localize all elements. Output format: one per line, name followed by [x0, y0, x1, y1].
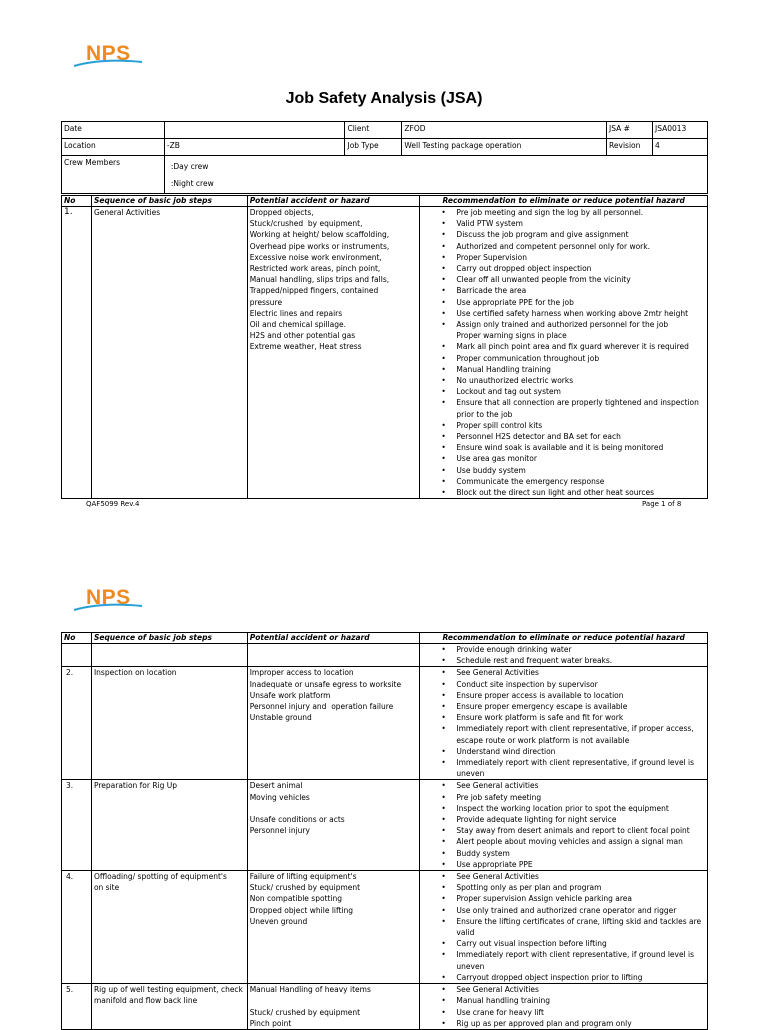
row-number: 5.	[62, 984, 92, 1030]
revision-value: 4	[653, 139, 708, 156]
recommendation-item: • Inspect the working location prior to spot the equipment	[456, 803, 705, 814]
recommendation-list	[420, 667, 708, 780]
row-number: 1.	[62, 207, 92, 499]
hazard-item: Unstable ground	[249, 713, 312, 723]
recommendation-item: • Barricade the area	[456, 285, 705, 296]
hazard-item: Manual handling, slips trips and falls,	[249, 275, 390, 285]
recommendation-item: • Valid PTW system	[456, 218, 705, 229]
hazard-item: Improper access to location	[249, 668, 354, 678]
recommendation-item: • No unauthorized electric works	[456, 375, 705, 386]
recommendation-item: • Alert people about moving vehicles and assign a signal man	[456, 836, 705, 847]
logo-swoosh-icon	[72, 602, 144, 612]
client-label: Client	[345, 122, 402, 139]
jsa-table-page1	[61, 195, 708, 499]
col-header-hazard: Potential accident or hazard	[247, 196, 420, 207]
recommendation-item: • See General Activities	[456, 984, 705, 995]
recommendation-item: • Use appropriate PPE for the job	[456, 297, 705, 308]
hazard-item: Pinch point	[249, 1018, 292, 1028]
recommendation-item: • Ensure work platform is safe and fit for work	[456, 712, 705, 723]
jsa-table-page2	[61, 632, 708, 1030]
jsa-value: JSA0013	[653, 122, 708, 139]
col-header-no: No	[62, 196, 92, 207]
hazard-item: Excessive noise work environment,	[249, 252, 382, 262]
table-row	[62, 780, 708, 871]
table-row	[62, 984, 708, 1030]
date-label: Date	[62, 122, 165, 139]
hazard-item: Unsafe work platform	[249, 690, 331, 700]
recommendation-item: • Rig up as per approved plan and program only	[456, 1018, 705, 1029]
recommendation-item: • Use appropriate PPE	[456, 859, 705, 870]
recommendation-item: • Ensure the lifting certificates of crane, lifting skid and tackles are valid	[456, 916, 705, 938]
table-row	[62, 207, 708, 499]
recommendation-item: • Clear off all unwanted people from the vicinity	[456, 274, 705, 285]
hazard-item: Trapped/nipped fingers, contained	[249, 286, 379, 296]
recommendation-item: • Provide adequate lighting for night service	[456, 814, 705, 825]
row-number	[62, 644, 92, 667]
recommendation-item: • Ensure proper access is available to location	[456, 690, 705, 701]
table-row	[62, 871, 708, 984]
jobtype-label: Job Type	[345, 139, 402, 156]
recommendation-item: • Use certified safety harness when working above 2mtr height	[456, 308, 705, 319]
recommendation-list	[420, 871, 708, 984]
hazard-item: Inadequate or unsafe egress to worksite	[249, 679, 402, 689]
hazard-item: Dropped object while lifting	[249, 905, 354, 915]
recommendation-item: • Personnel H2S detector and BA set for each	[456, 431, 705, 442]
recommendation-item: • Conduct site inspection by supervisor	[456, 679, 705, 690]
client-value: ZFOD	[402, 122, 607, 139]
hazard-item	[250, 803, 418, 814]
recommendation-item: • Carry out visual inspection before lifting	[456, 938, 705, 949]
table-row	[62, 667, 708, 780]
crew-night: :Night crew	[170, 179, 214, 188]
recommendation-item: • Provide enough drinking water	[456, 644, 705, 655]
date-value	[164, 122, 345, 139]
hazard-item	[250, 995, 418, 1006]
recommendation-item: • Use area gas monitor	[456, 453, 705, 464]
recommendation-item: • See General Activities	[456, 871, 705, 882]
job-info-table	[61, 121, 708, 194]
recommendation-item: • Immediately report with client representative, if ground level is uneven	[456, 757, 705, 779]
crew-value	[164, 156, 707, 194]
hazard-item: Extreme weather, Heat stress	[249, 342, 362, 352]
recommendation-item: • Pre job meeting and sign the log by all personnel.	[456, 207, 705, 218]
footer-form-code: QAF5099 Rev.4	[86, 500, 140, 508]
recommendation-item: • Schedule rest and frequent water breaks.	[456, 655, 705, 666]
recommendation-item: • Proper spill control kits	[456, 420, 705, 431]
recommendation-item: • Immediately report with client representative, if proper access, escape route or work platform is not available	[456, 723, 705, 745]
job-step	[91, 644, 247, 667]
recommendation-item: • Lockout and tag out system	[456, 386, 705, 397]
recommendation-item: • Use crane for heavy lift	[456, 1007, 705, 1018]
crew-label: Crew Members	[62, 156, 165, 194]
hazard-item: Personnel injury and operation failure	[249, 702, 394, 712]
hazard-item: Stuck/ crushed by equipment	[249, 1007, 361, 1017]
job-step: Inspection on location	[91, 667, 247, 780]
recommendation-item: • See General activities	[456, 780, 705, 791]
crew-day: :Day crew	[170, 162, 209, 171]
hazard-item: Unsafe conditions or acts	[249, 815, 345, 825]
col-header-hazard: Potential accident or hazard	[247, 633, 420, 644]
hazard-list	[247, 780, 420, 871]
hazard-item: Non compatible spotting	[249, 894, 343, 904]
recommendation-item: • Use only trained and authorized crane operator and rigger	[456, 905, 705, 916]
recommendation-item: • Immediately report with client representative, if ground level is uneven	[456, 949, 705, 971]
hazard-item: Personnel injury	[249, 826, 310, 836]
location-label: Location	[62, 139, 165, 156]
location-value: -ZB	[164, 139, 345, 156]
recommendation-item: • Manual Handling training	[456, 364, 705, 375]
job-step: Preparation for Rig Up	[91, 780, 247, 871]
row-number: 3.	[62, 780, 92, 871]
recommendation-list	[420, 984, 708, 1030]
recommendation-item: • Understand wind direction	[456, 746, 705, 757]
logo-text: NPS	[86, 586, 131, 609]
recommendation-item: • Proper Supervision	[456, 252, 705, 263]
hazard-item: Manual Handling of heavy items	[249, 985, 371, 995]
hazard-item: Dropped objects,	[249, 208, 314, 217]
logo-text: NPS	[86, 42, 131, 65]
hazard-list	[247, 871, 420, 984]
hazard-item: Electric lines and repairs	[249, 308, 343, 318]
recommendation-item: • Proper supervision Assign vehicle parking area	[456, 893, 705, 904]
hazard-item: Overhead pipe works or instruments,	[249, 241, 390, 251]
hazard-item: Desert animal	[249, 781, 303, 791]
company-logo	[72, 42, 144, 72]
company-logo	[72, 586, 144, 616]
recommendation-item: • See General Activities	[456, 667, 705, 678]
revision-label: Revision	[607, 139, 653, 156]
recommendation-item: • Authorized and competent personnel only for work.	[456, 241, 705, 252]
col-header-no: No	[62, 633, 92, 644]
hazard-item: Moving vehicles	[249, 792, 310, 802]
recommendation-item: • Pre job safety meeting	[456, 792, 705, 803]
recommendation-item: • Carryout dropped object inspection prior to lifting	[456, 972, 705, 983]
col-header-recommend: Recommendation to eliminate or reduce potential hazard	[420, 196, 708, 207]
row-number: 4.	[62, 871, 92, 984]
recommendation-item: • Manual handling training	[456, 995, 705, 1006]
recommendation-item: • Use buddy system	[456, 465, 705, 476]
jsa-label: JSA #	[607, 122, 653, 139]
recommendation-item: • Block out the direct sun light and other heat sources	[456, 487, 705, 498]
hazard-item: Working at height/ below scaffolding,	[249, 230, 390, 240]
col-header-recommend: Recommendation to eliminate or reduce potential hazard	[420, 633, 708, 644]
recommendation-item: • Assign only trained and authorized personnel for the job Proper warning signs in place	[456, 319, 705, 341]
page-title: Job Safety Analysis (JSA)	[285, 90, 483, 107]
hazard-item: Stuck/ crushed by equipment	[249, 883, 361, 893]
recommendation-list	[420, 207, 708, 499]
col-header-steps: Sequence of basic job steps	[91, 633, 247, 644]
recommendation-item: • Buddy system	[456, 848, 705, 859]
recommendation-item: • Proper communication throughout job	[456, 353, 705, 364]
hazard-item: Restricted work areas, pinch point,	[249, 264, 381, 274]
jobtype-value: Well Testing package operation	[402, 139, 607, 156]
job-step: General Activities	[91, 207, 247, 499]
recommendation-item: • Ensure proper emergency escape is available	[456, 701, 705, 712]
hazard-list	[247, 667, 420, 780]
hazard-item: Uneven ground	[249, 916, 308, 926]
hazard-list	[247, 207, 420, 499]
hazard-list	[247, 644, 420, 667]
recommendation-list	[420, 644, 708, 667]
hazard-item: Failure of lifting equipment's	[249, 872, 357, 882]
recommendation-list	[420, 780, 708, 871]
recommendation-item: • Carry out dropped object inspection	[456, 263, 705, 274]
job-step: Offloading/ spotting of equipment's on site	[91, 871, 247, 984]
col-header-steps: Sequence of basic job steps	[91, 196, 247, 207]
recommendation-item: • Spotting only as per plan and program	[456, 882, 705, 893]
footer-page-number: Page 1 of 8	[642, 500, 682, 508]
recommendation-item: • Discuss the job program and give assignment	[456, 229, 705, 240]
hazard-item: Stuck/crushed by equipment,	[249, 219, 363, 229]
table-row	[62, 644, 708, 667]
logo-swoosh-icon	[72, 58, 144, 68]
recommendation-item: • Stay away from desert animals and report to client focal point	[456, 825, 705, 836]
recommendation-item: • Ensure that all connection are properly tightened and inspection prior to the job	[456, 397, 705, 419]
hazard-item: pressure	[249, 297, 283, 307]
recommendation-item: • Ensure wind soak is available and it is being monitored	[456, 442, 705, 453]
recommendation-item: • Mark all pinch point area and fix guard wherever it is required	[456, 341, 705, 352]
row-number: 2.	[62, 667, 92, 780]
job-step: Rig up of well testing equipment, check manifold and flow back line	[91, 984, 247, 1030]
hazard-list	[247, 984, 420, 1030]
recommendation-item: • Communicate the emergency response	[456, 476, 705, 487]
hazard-item: Oil and chemical spillage.	[249, 320, 346, 330]
hazard-item: H2S and other potential gas	[249, 331, 356, 341]
